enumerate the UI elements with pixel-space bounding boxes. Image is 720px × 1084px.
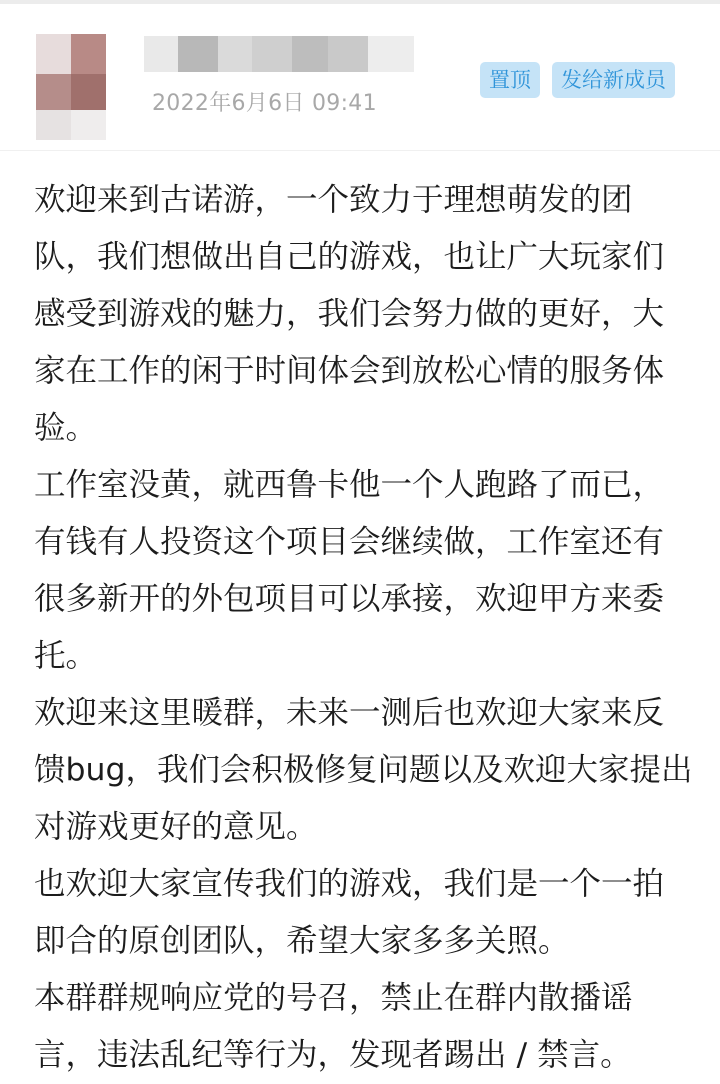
avatar-blur-block bbox=[36, 34, 71, 74]
announcement-paragraph-promote: 也欢迎大家宣传我们的游戏，我们是一个一拍即合的原创团队，希望大家多多关照。 bbox=[34, 866, 665, 959]
avatar[interactable] bbox=[36, 34, 106, 140]
name-blur-block bbox=[292, 36, 328, 72]
name-blur-block bbox=[328, 36, 368, 72]
avatar-blur-block bbox=[71, 74, 106, 110]
avatar-blur-block bbox=[71, 110, 106, 140]
name-blur-block bbox=[368, 36, 414, 72]
post-timestamp: 2022年6月6日 09:41 bbox=[152, 91, 377, 116]
pin-button[interactable]: 置顶 bbox=[480, 62, 540, 98]
name-blur-block bbox=[252, 36, 292, 72]
author-name-blurred bbox=[144, 36, 414, 74]
name-blur-block bbox=[144, 36, 178, 72]
avatar-blur-block bbox=[71, 34, 106, 74]
announcement-body bbox=[34, 172, 694, 1084]
send-to-new-members-button[interactable]: 发给新成员 bbox=[552, 62, 675, 98]
header-divider bbox=[0, 150, 720, 151]
avatar-blur-block bbox=[36, 110, 71, 140]
name-blur-block bbox=[218, 36, 252, 72]
announcement-paragraph-welcome: 欢迎来到古诺游，一个致力于理想萌发的团队，我们想做出自己的游戏，也让广大玩家们感受到游戏的魅力，我们会努力做的更好，大家在工作的闲于时间体会到放松心情的服务体验。 bbox=[34, 182, 665, 446]
announcement-paragraph-feedback: 欢迎来这里暖群，未来一测后也欢迎大家来反馈bug，我们会积极修复问题以及欢迎大家提出对游戏更好的意见。 bbox=[34, 695, 693, 845]
announcement-paragraph-studio: 工作室没黄，就西鲁卡他一个人跑路了而已，有钱有人投资这个项目会继续做，工作室还有很多新开的外包项目可以承接，欢迎甲方来委托。 bbox=[34, 467, 665, 674]
name-blur-block bbox=[178, 36, 218, 72]
announcement-paragraph-rules: 本群群规响应党的号召，禁止在群内散播谣言，违法乱纪等行为，发现者踢出 / 禁言。 bbox=[34, 980, 633, 1073]
avatar-blur-block bbox=[36, 74, 71, 110]
